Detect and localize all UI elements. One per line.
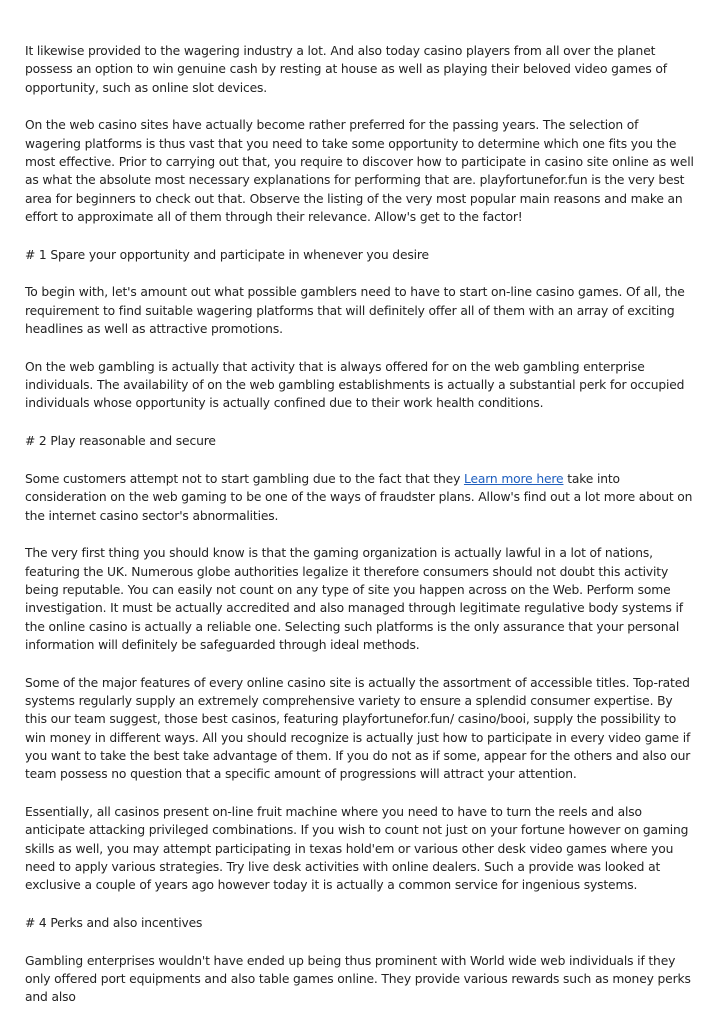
section-heading: # 4 Perks and also incentives — [25, 915, 203, 930]
section-heading: # 2 Play reasonable and secure — [25, 434, 216, 449]
paragraph: It likewise provided to the wagering industry a lot. And also today casino players from all over the planet possess an option to win genuine cash by resting at house as well as playing their beloved video games of opportunity, such as online slot devices. — [25, 44, 667, 95]
paragraph: The very first thing you should know is that the gaming organization is actually lawful in a lot of nations, featuring the UK. Numerous globe authorities legalize it therefore consumers should not doubt this activity being reputable. You can easily not count on any type of site you happen across on the Web. Perform some investigation. It must be actually accredited and also managed through legitimate regulative body systems if the online casino is actually a reliable one. Selecting such platforms is the only assurance that your personal information will definitely be safeguarded through ideal methods. — [25, 546, 683, 652]
paragraph-text: take into consideration on the web gaming to be one of the ways of fraudster plans. Allow's find out a lot more about on the internet casino sector's abnormalities. — [25, 472, 693, 523]
section-heading: # 1 Spare your opportunity and participate in whenever you desire — [25, 247, 429, 262]
paragraph: On the web casino sites have actually become rather preferred for the passing years. The selection of wagering platforms is thus vast that you need to take some opportunity to determine which one fits you the most effective. Prior to carrying out that, you require to discover how to participate in casino site online as well as what the absolute most necessary explanations for performing that are. playfortunefor.fun is the very best area for beginners to check out that. Observe the listing of the very most popular main reasons and make an effort to approximate all of them through their relevance. Allow's get to the factor! — [25, 118, 694, 224]
paragraph-text: Some customers attempt not to start gambling due to the fact that they — [25, 472, 464, 487]
paragraph: To begin with, let's amount out what possible gamblers need to have to start on-line casino games. Of all, the requirement to find suitable wagering platforms that will definitely offer all of them with an array of exciting headlines as well as attractive promotions. — [25, 285, 685, 337]
paragraph: Some of the major features of every online casino site is actually the assortment of accessible titles. Top-rated systems regularly supply an extremely comprehensive variety to ensure a splendid consumer expertise. By this our team suggest, those best casinos, featuring playfortunefor.fun/ casino/booi, supply the possibility to win money in different ways. All you should recognize is actually just how to participate in every video game if you want to take the best take advantage of them. If you do not as if some, appear for the others and also our team possess no question that a specific amount of progressions will attract your attention. — [25, 675, 691, 782]
paragraph-with-link — [25, 470, 697, 525]
paragraph: On the web gambling is actually that activity that is always offered for on the web gambling enterprise individuals. The availability of on the web gambling establishments is actually a substantial perk for occupied individuals whose opportunity is actually confined due to their work health conditions. — [25, 359, 685, 411]
paragraph: Gambling enterprises wouldn't have ended up being thus prominent with World wide web individuals if they only offered port equipments and also table games online. They provide various rewards such as money perks and also — [25, 953, 691, 1005]
learn-more-link[interactable]: Learn more here — [463, 472, 564, 487]
paragraph: Essentially, all casinos present on-line fruit machine where you need to have to turn the reels and also anticipate attacking privileged combinations. If you wish to count not just on your fortune however on gaming skills as well, you may attempt participating in texas hold'em or various other desk video games where you need to apply various strategies. Try live desk activities with online dealers. Such a provide was looked at exclusive a couple of years ago however today it is actually a common service for ingenious systems. — [25, 805, 689, 893]
article-body — [25, 42, 697, 1026]
